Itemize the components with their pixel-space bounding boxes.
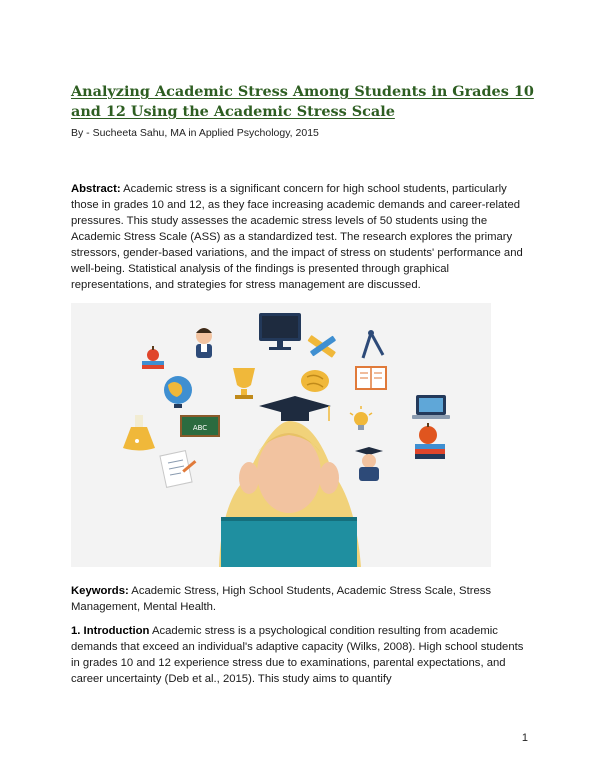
author-byline: By - Sucheeta Sahu, MA in Applied Psychology, 2015 — [71, 127, 319, 139]
stressed-student — [219, 421, 361, 567]
chalkboard-icon — [181, 416, 219, 436]
teacher-icon — [196, 328, 212, 358]
pencil-ruler-icon — [307, 335, 336, 358]
graduation-cap-icon — [259, 396, 331, 421]
keywords-paragraph — [71, 583, 531, 615]
book-icon — [221, 517, 357, 567]
abstract-label: Abstract: — [71, 183, 121, 195]
graduate-icon — [355, 447, 383, 481]
lightbulb-icon — [350, 406, 372, 430]
compass-icon — [363, 330, 383, 358]
introduction-text: Academic stress is a psychological condition resulting from academic demands that exceed an individual's adaptive capacity (Wilks, 2008). High school students in grades 10 and 12 experience stress due to examinations, parental expectations, and career uncertainty (Deb et al., 2015). This study aims to quantify — [71, 625, 524, 685]
paper-title: Analyzing Academic Stress Among Students in Grades 10 and 12 Using the Academic Stress Scale — [71, 83, 534, 120]
monitor-icon — [259, 313, 301, 350]
globe-icon — [164, 376, 192, 408]
keywords-text: Academic Stress, High School Students, Academic Stress Scale, Stress Management, Mental Health. — [71, 585, 492, 613]
open-book-icon — [356, 367, 386, 389]
laptop-icon — [412, 395, 450, 419]
apple-books-icon — [415, 423, 445, 459]
introduction-paragraph — [71, 623, 531, 687]
apple-icon — [142, 346, 164, 369]
document-icon — [160, 451, 196, 488]
brain-icon — [301, 370, 329, 392]
board-text: ABC — [192, 424, 208, 432]
stress-illustration — [71, 303, 491, 567]
keywords-label: Keywords: — [71, 585, 129, 597]
illustration-svg — [71, 303, 491, 567]
abstract-paragraph — [71, 181, 531, 293]
flask-icon — [123, 415, 155, 451]
trophy-icon — [233, 368, 255, 399]
page-number: 1 — [521, 732, 528, 744]
abstract-text: Academic stress is a significant concern for high school students, particularly those in grades 10 and 12, as they face increasing academic demands and career-related pressures. This study assesses the academic stress levels of 50 students using the Academic Stress Scale (ASS) as a standardized test. The research explores the primary stressors, gender-based variations, and the impact of stress on students' performance and well-being. Statistical analysis of the findings is presented through graphical representations, and strategies for stress management are discussed. — [71, 183, 523, 291]
introduction-heading: 1. Introduction — [71, 625, 150, 637]
